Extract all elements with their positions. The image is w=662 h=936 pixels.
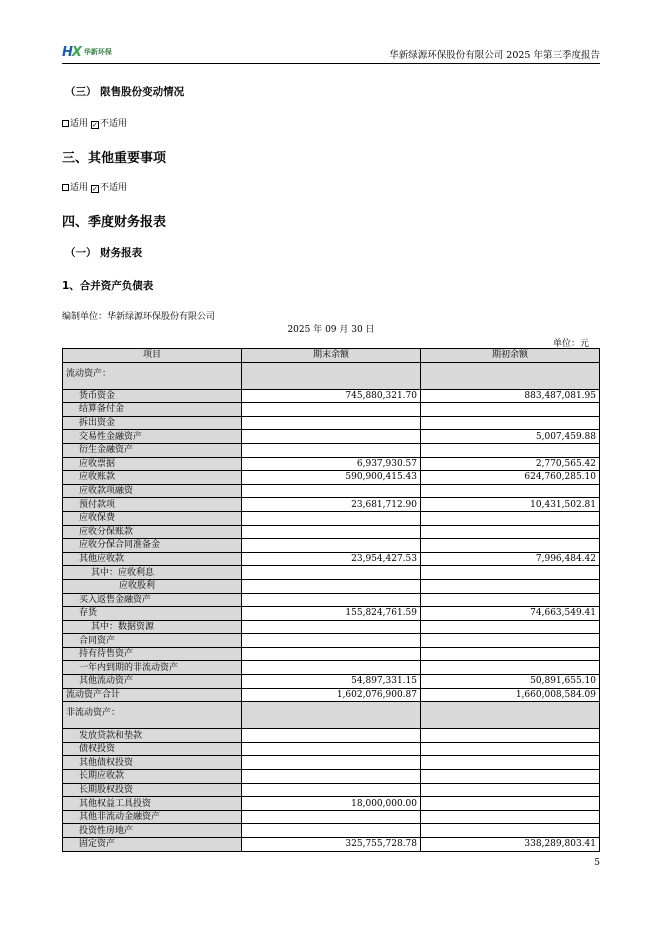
- row-end-balance: [242, 824, 421, 838]
- row-item-label: 固定资产: [63, 838, 242, 852]
- table-row: [63, 484, 600, 498]
- row-begin-balance: [421, 511, 600, 525]
- logo-mark: HX: [62, 44, 81, 60]
- logo-text: 华新环保: [83, 47, 112, 56]
- row-begin-balance: [421, 824, 600, 838]
- row-begin-balance: [421, 810, 600, 824]
- heading-financial-statements: 四、季度财务报表: [62, 215, 167, 230]
- row-item-label: 其中：应收利息: [63, 566, 242, 580]
- row-end-balance: [242, 661, 421, 675]
- row-begin-balance: [421, 756, 600, 770]
- row-begin-balance: [421, 403, 600, 417]
- row-begin-balance: 624,760,285.10: [421, 471, 600, 485]
- table-row: [63, 593, 600, 607]
- row-begin-balance: 50,891,655.10: [421, 675, 600, 689]
- row-item-label: 其他非流动金融资产: [63, 810, 242, 824]
- row-begin-balance: [421, 742, 600, 756]
- row-item-label: 其中：数据资源: [63, 620, 242, 634]
- row-end-balance: 325,755,728.78: [242, 838, 421, 852]
- table-row: [63, 457, 600, 471]
- table-row: [63, 797, 600, 811]
- row-item-label: 应收分保账款: [63, 525, 242, 539]
- row-begin-balance: [421, 770, 600, 784]
- row-begin-balance: [421, 783, 600, 797]
- row-begin-balance: [421, 729, 600, 743]
- heading-restricted-shares: （三） 限售股份变动情况: [65, 86, 185, 98]
- row-item-label: 衍生金融资产: [63, 443, 242, 457]
- row-begin-balance: [421, 593, 600, 607]
- row-end-balance: [242, 783, 421, 797]
- table-row: [63, 838, 600, 852]
- table-row: [63, 634, 600, 648]
- row-item-label: 结算备付金: [63, 403, 242, 417]
- unchecked-box-icon: [62, 184, 69, 191]
- page-number: 5: [594, 858, 600, 868]
- row-item-label: 发放贷款和垫款: [63, 729, 242, 743]
- row-item-label: 应收股利: [63, 579, 242, 593]
- row-item-label: 非流动资产：: [63, 702, 242, 729]
- row-end-balance: 590,900,415.43: [242, 471, 421, 485]
- row-end-balance: [242, 484, 421, 498]
- row-end-balance: [242, 810, 421, 824]
- table-row: [63, 525, 600, 539]
- row-item-label: 其他流动资产: [63, 675, 242, 689]
- row-begin-balance: [421, 539, 600, 553]
- page-header: [62, 40, 600, 64]
- row-item-label: 买入返售金融资产: [63, 593, 242, 607]
- row-end-balance: 18,000,000.00: [242, 797, 421, 811]
- row-end-balance: [242, 525, 421, 539]
- heading-other-matters: 三、其他重要事项: [62, 151, 167, 166]
- row-end-balance: [242, 702, 421, 729]
- row-end-balance: [242, 430, 421, 444]
- table-row: [63, 770, 600, 784]
- table-row: [63, 471, 600, 485]
- table-row: [63, 688, 600, 702]
- row-begin-balance: [421, 702, 600, 729]
- table-row: [63, 647, 600, 661]
- table-row: [63, 729, 600, 743]
- table-row: [63, 620, 600, 634]
- row-begin-balance: [421, 484, 600, 498]
- table-header-row: [63, 349, 600, 363]
- checked-box-icon: ✓: [92, 185, 98, 193]
- table-row: [63, 607, 600, 621]
- row-end-balance: [242, 756, 421, 770]
- row-item-label: 交易性金融资产: [63, 430, 242, 444]
- row-begin-balance: 2,770,565.42: [421, 457, 600, 471]
- row-item-label: 应收账款: [63, 471, 242, 485]
- table-row: [63, 742, 600, 756]
- report-title: 华新绿源环保股份有限公司 2025 年第三季度报告: [389, 50, 600, 61]
- table-row: [63, 403, 600, 417]
- table-row: [63, 362, 600, 389]
- row-end-balance: 23,681,712.90: [242, 498, 421, 512]
- row-begin-balance: [421, 566, 600, 580]
- row-end-balance: 1,602,076,900.87: [242, 688, 421, 702]
- row-begin-balance: [421, 525, 600, 539]
- preparer-unit: 编制单位：华新绿源环保股份有限公司: [62, 312, 216, 322]
- table-row: [63, 443, 600, 457]
- row-end-balance: [242, 770, 421, 784]
- column-header: 期末余额: [242, 349, 421, 363]
- row-end-balance: [242, 403, 421, 417]
- table-row: [63, 539, 600, 553]
- table-row: [63, 702, 600, 729]
- row-item-label: 拆出资金: [63, 416, 242, 430]
- table-row: [63, 661, 600, 675]
- currency-unit: 单位：元: [552, 339, 589, 349]
- applicability-restricted-shares: 适用 ✓ 不适用: [62, 116, 127, 129]
- row-begin-balance: [421, 416, 600, 430]
- subheading-financial-reports: （一） 财务报表: [65, 247, 143, 259]
- row-end-balance: [242, 443, 421, 457]
- row-begin-balance: 10,431,502.81: [421, 498, 600, 512]
- row-begin-balance: [421, 620, 600, 634]
- row-end-balance: [242, 742, 421, 756]
- row-end-balance: [242, 647, 421, 661]
- row-end-balance: 155,824,761.59: [242, 607, 421, 621]
- row-begin-balance: 1,660,008,584.09: [421, 688, 600, 702]
- row-item-label: 持有待售资产: [63, 647, 242, 661]
- table-row: [63, 389, 600, 403]
- company-logo: [62, 44, 112, 60]
- row-begin-balance: 5,007,459.88: [421, 430, 600, 444]
- table-row: [63, 675, 600, 689]
- row-item-label: 存货: [63, 607, 242, 621]
- row-end-balance: [242, 511, 421, 525]
- row-end-balance: 745,880,321.70: [242, 389, 421, 403]
- column-header: 项目: [63, 349, 242, 363]
- table-row: [63, 824, 600, 838]
- report-date: 2025 年 09 月 30 日: [287, 325, 375, 335]
- table-row: [63, 430, 600, 444]
- row-item-label: 其他权益工具投资: [63, 797, 242, 811]
- balance-sheet-title: 1、合并资产负债表: [62, 280, 154, 292]
- row-end-balance: [242, 620, 421, 634]
- table-row: [63, 511, 600, 525]
- row-item-label: 其他债权投资: [63, 756, 242, 770]
- row-end-balance: [242, 579, 421, 593]
- table-row: [63, 783, 600, 797]
- row-item-label: 流动资产：: [63, 362, 242, 389]
- table-row: [63, 579, 600, 593]
- row-end-balance: [242, 566, 421, 580]
- row-end-balance: [242, 729, 421, 743]
- row-item-label: 合同资产: [63, 634, 242, 648]
- row-end-balance: [242, 539, 421, 553]
- row-begin-balance: [421, 634, 600, 648]
- balance-sheet-table: [62, 348, 600, 852]
- row-begin-balance: [421, 797, 600, 811]
- row-item-label: 流动资产合计: [63, 688, 242, 702]
- row-end-balance: [242, 416, 421, 430]
- row-item-label: 应收分保合同准备金: [63, 539, 242, 553]
- row-begin-balance: [421, 661, 600, 675]
- row-item-label: 债权投资: [63, 742, 242, 756]
- table-row: [63, 552, 600, 566]
- row-end-balance: 54,897,331.15: [242, 675, 421, 689]
- table-row: [63, 498, 600, 512]
- unchecked-box-icon: [62, 120, 69, 127]
- row-end-balance: [242, 593, 421, 607]
- row-item-label: 其他应收款: [63, 552, 242, 566]
- row-end-balance: [242, 634, 421, 648]
- checked-box-icon: ✓: [92, 121, 98, 129]
- row-begin-balance: 74,663,549.41: [421, 607, 600, 621]
- row-begin-balance: [421, 647, 600, 661]
- table-row: [63, 810, 600, 824]
- row-item-label: 货币资金: [63, 389, 242, 403]
- row-begin-balance: 7,996,484.42: [421, 552, 600, 566]
- row-item-label: 应收款项融资: [63, 484, 242, 498]
- table-row: [63, 416, 600, 430]
- row-begin-balance: [421, 579, 600, 593]
- row-begin-balance: 338,289,803.41: [421, 838, 600, 852]
- row-item-label: 投资性房地产: [63, 824, 242, 838]
- row-begin-balance: [421, 443, 600, 457]
- row-end-balance: 23,954,427.53: [242, 552, 421, 566]
- applicability-other-matters: 适用 ✓ 不适用: [62, 180, 127, 193]
- row-item-label: 长期股权投资: [63, 783, 242, 797]
- row-item-label: 预付款项: [63, 498, 242, 512]
- row-begin-balance: 883,487,081.95: [421, 389, 600, 403]
- row-item-label: 一年内到期的非流动资产: [63, 661, 242, 675]
- table-row: [63, 566, 600, 580]
- row-end-balance: [242, 362, 421, 389]
- row-end-balance: 6,937,930.57: [242, 457, 421, 471]
- row-item-label: 应收票据: [63, 457, 242, 471]
- row-item-label: 长期应收款: [63, 770, 242, 784]
- column-header: 期初余额: [421, 349, 600, 363]
- row-item-label: 应收保费: [63, 511, 242, 525]
- table-row: [63, 756, 600, 770]
- row-begin-balance: [421, 362, 600, 389]
